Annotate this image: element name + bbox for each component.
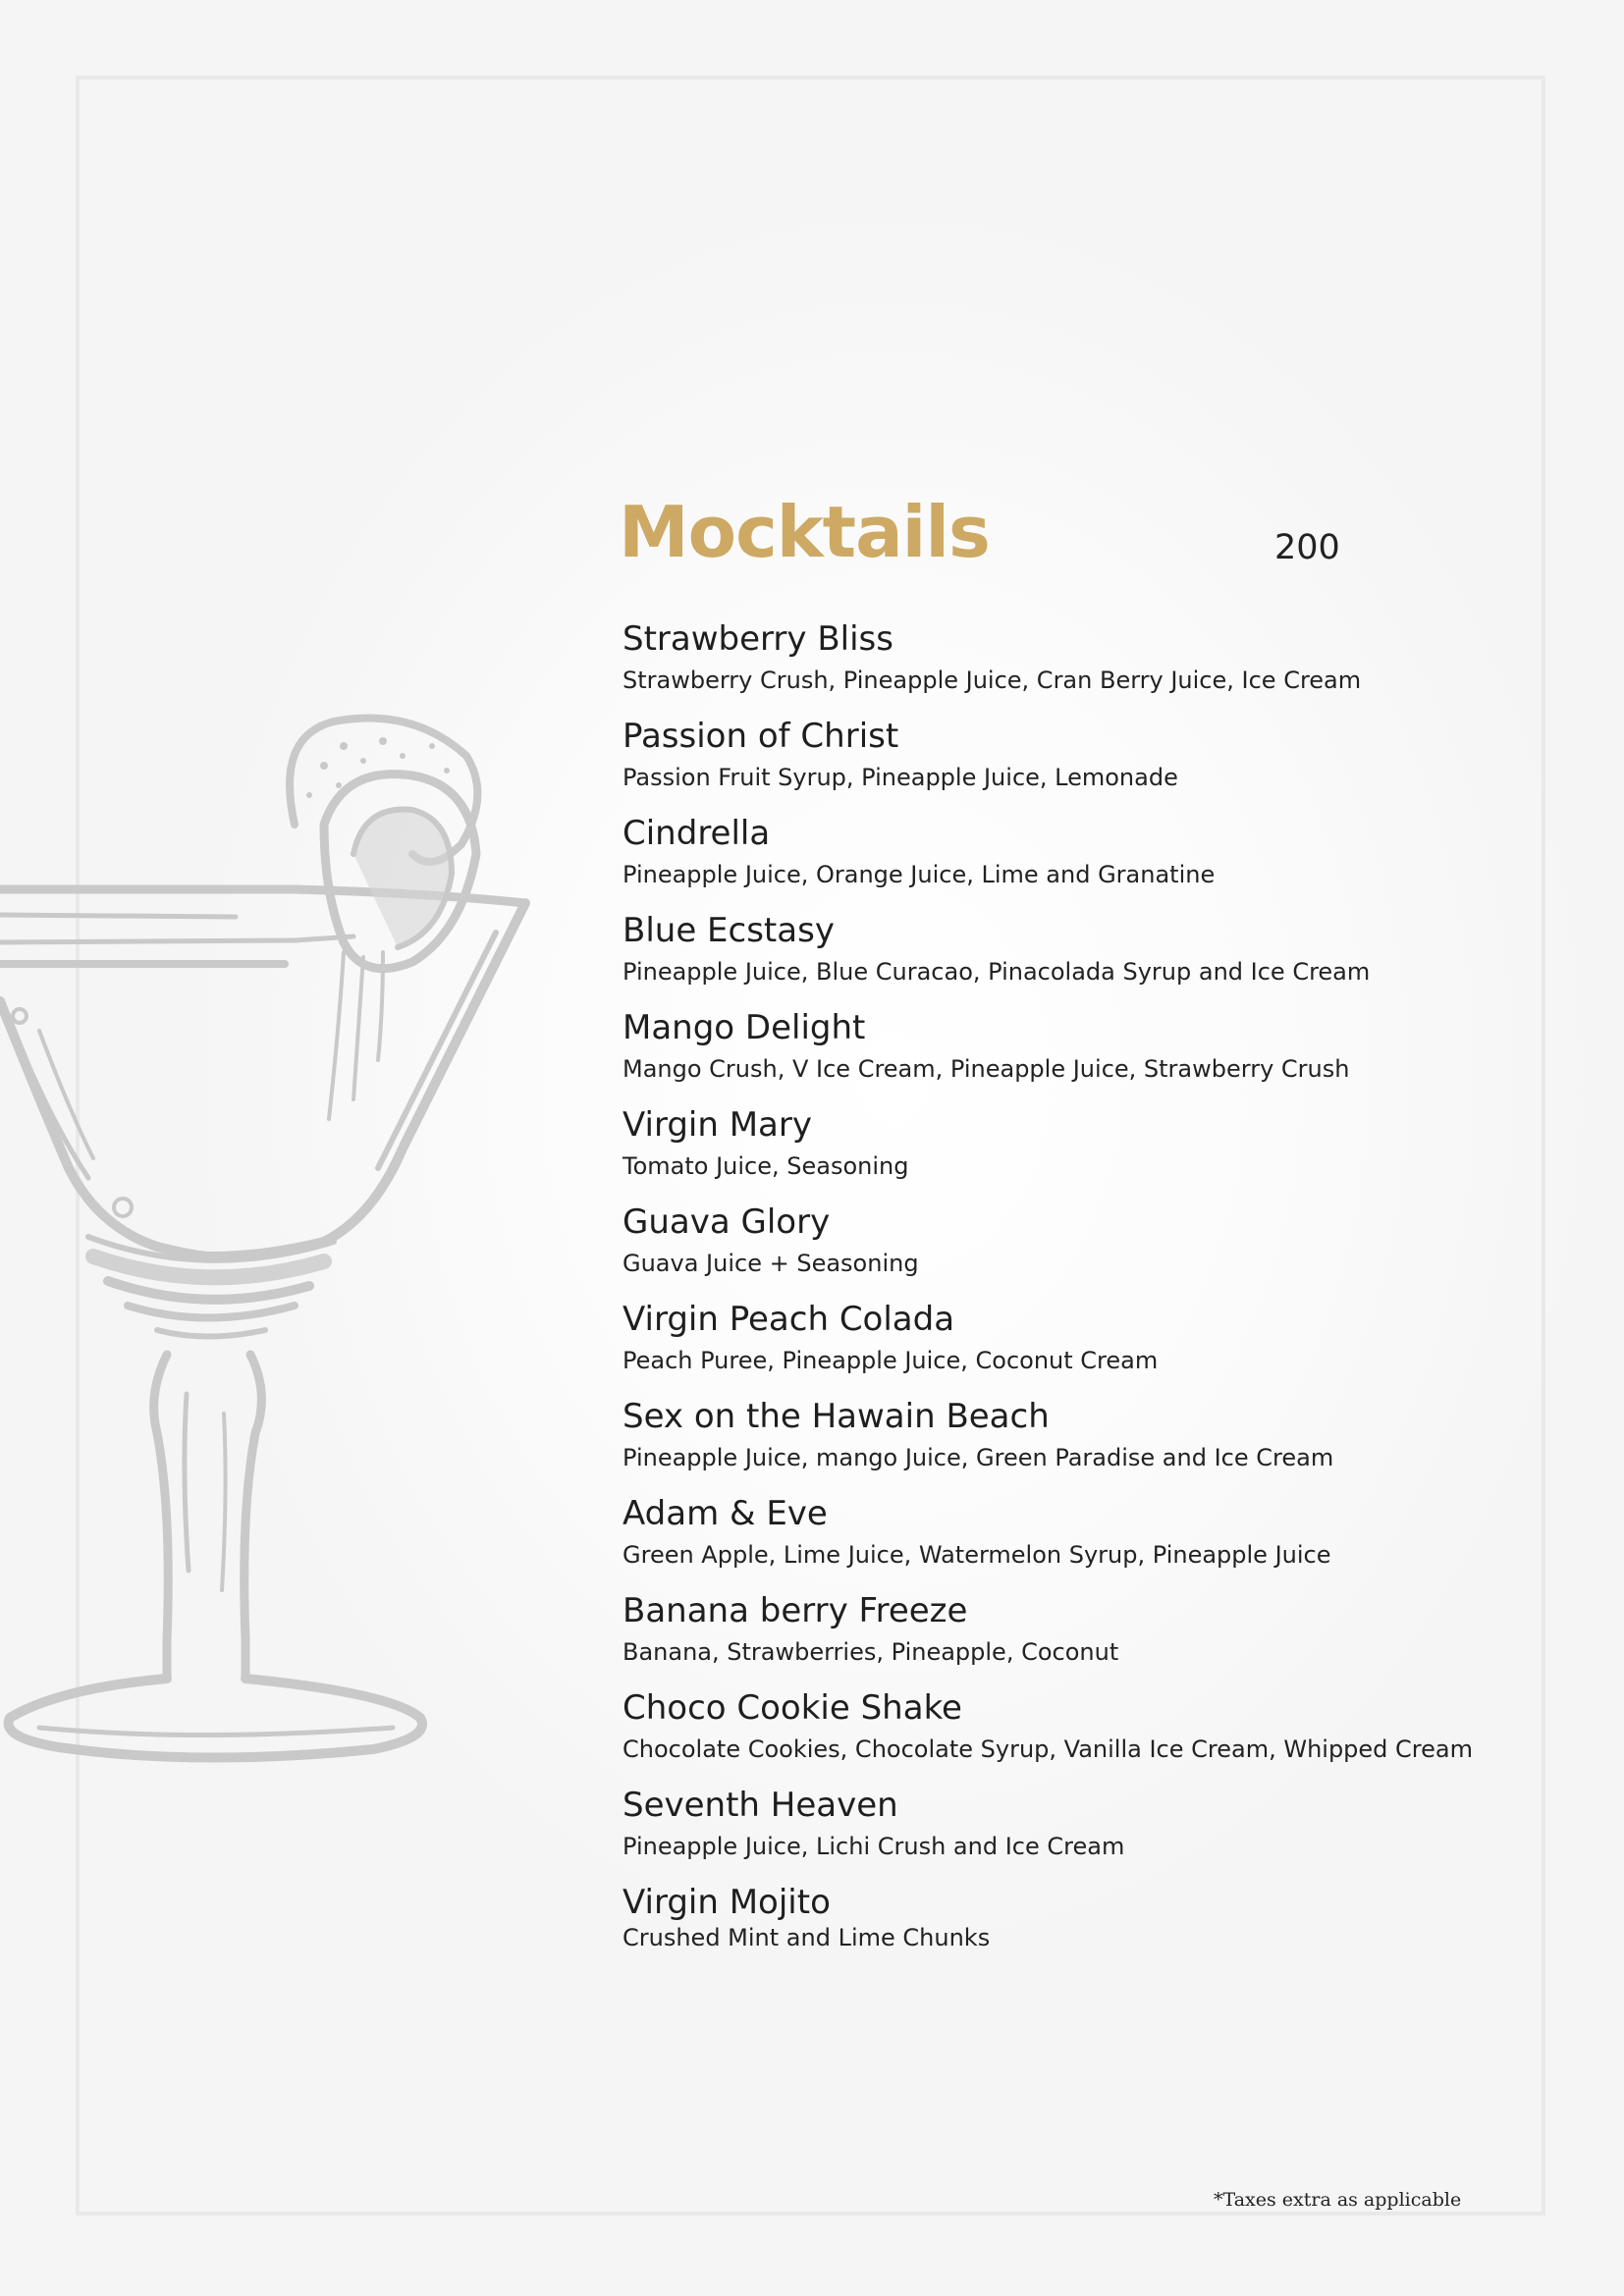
menu-item-name: Guava Glory [623,1202,831,1242]
menu-item-name: Sex on the Hawain Beach [623,1397,1050,1436]
menu-item-name: Passion of Christ [623,717,899,756]
menu-item-name: Cindrella [623,814,771,853]
menu-item-description: Pineapple Juice, Blue Curacao, Pinacolada Syrup and Ice Cream [623,958,1371,986]
menu-item-description: Banana, Strawberries, Pineapple, Coconut [623,1638,1119,1666]
menu-item-name: Choco Cookie Shake [623,1688,962,1728]
menu-item-name: Seventh Heaven [623,1786,898,1825]
menu-item [623,1785,1506,1882]
menu-price: 200 [1274,528,1340,567]
menu-item-description: Guava Juice + Seasoning [623,1250,919,1277]
menu-item [623,1687,1506,1785]
menu-item [623,1104,1506,1201]
menu-item [623,618,1506,716]
menu-item-description: Tomato Juice, Seasoning [623,1152,909,1180]
menu-item [623,1396,1506,1493]
menu-item [623,813,1506,910]
menu-item [623,1201,1506,1299]
menu-item-name: Banana berry Freeze [623,1591,968,1630]
menu-item-description: Mango Crush, V Ice Cream, Pineapple Juice, Strawberry Crush [623,1055,1350,1083]
menu-list [623,618,1506,1960]
menu-item [623,1007,1506,1104]
cocktail-glass-icon [0,707,550,1767]
menu-item-name: Virgin Peach Colada [623,1300,955,1339]
tax-footnote: *Taxes extra as applicable [1214,2189,1462,2211]
menu-item-name: Virgin Mary [623,1105,812,1145]
menu-item-name: Blue Ecstasy [623,911,835,950]
menu-item-description: Peach Puree, Pineapple Juice, Coconut Cream [623,1347,1159,1374]
menu-item-description: Crushed Mint and Lime Chunks [623,1924,991,1951]
menu-item-description: Green Apple, Lime Juice, Watermelon Syrup, Pineapple Juice [623,1541,1331,1569]
menu-item-name: Mango Delight [623,1008,866,1047]
menu-title: Mocktails [619,491,990,573]
menu-item-description: Pineapple Juice, mango Juice, Green Paradise and Ice Cream [623,1444,1334,1471]
menu-item-description: Chocolate Cookies, Chocolate Syrup, Vanilla Ice Cream, Whipped Cream [623,1735,1473,1763]
menu-item [623,910,1506,1007]
menu-item-name: Strawberry Bliss [623,619,893,659]
menu-item-description: Pineapple Juice, Orange Juice, Lime and Granatine [623,861,1216,888]
menu-item-description: Pineapple Juice, Lichi Crush and Ice Cream [623,1833,1125,1860]
menu-item [623,1882,1506,1960]
menu-item [623,1299,1506,1396]
menu-item [623,1493,1506,1590]
menu-item [623,716,1506,813]
menu-item-name: Virgin Mojito [623,1883,831,1922]
menu-item-description: Strawberry Crush, Pineapple Juice, Cran Berry Juice, Ice Cream [623,667,1362,694]
menu-item [623,1590,1506,1687]
menu-item-name: Adam & Eve [623,1494,828,1533]
menu-item-description: Passion Fruit Syrup, Pineapple Juice, Lemonade [623,764,1178,791]
